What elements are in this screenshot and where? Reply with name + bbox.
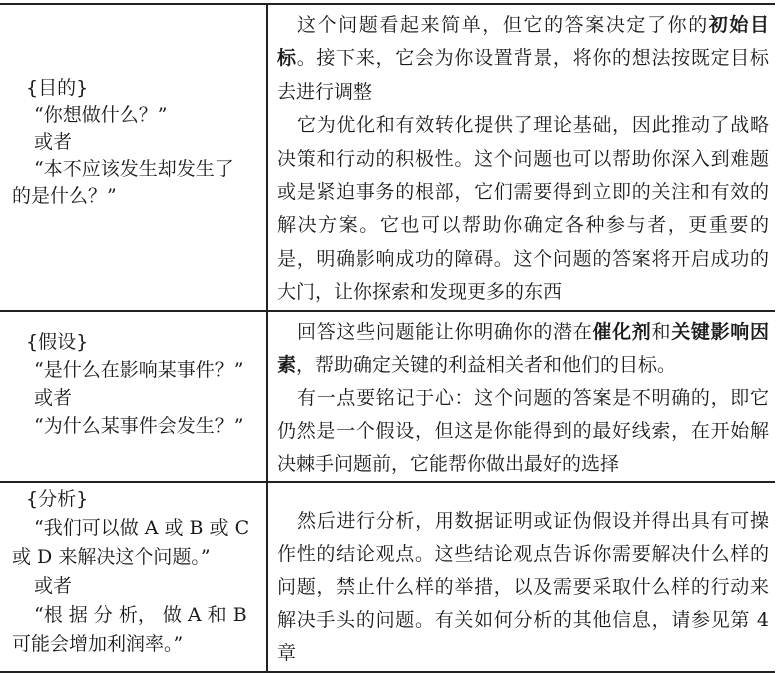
paragraph-text: 这个问题看起来简单，但它的答案决定了你的 <box>297 14 709 36</box>
paragraph <box>277 9 769 109</box>
table-row-analysis <box>0 482 775 672</box>
question-text: “本不应该发生却发生了 <box>34 158 234 180</box>
question-text: “我们可以做 A 或 B 或 C <box>34 516 250 539</box>
row-title: {分析} <box>26 487 89 510</box>
question-text: “为什么某事件会发生？” <box>34 414 244 437</box>
bold-term: 催化剂 <box>592 320 652 343</box>
question-text: “是什么在影响某事件？” <box>34 358 244 381</box>
bold-term: 初始目标 <box>277 14 769 70</box>
right-cell-analysis <box>268 483 775 670</box>
left-cell-hypothesis <box>0 312 266 440</box>
question-text: 或 D 来解决这个问题。” <box>12 545 211 568</box>
left-cell-purpose <box>0 5 266 210</box>
row-title: {目的} <box>26 77 89 99</box>
question-text: “你想做什么？” <box>34 104 168 126</box>
question-text: 的是什么？” <box>12 185 117 207</box>
table-row-hypothesis <box>0 311 775 482</box>
paragraph-text: 。接下来，它会为你设置背景，将你的想法按既定目标去进行调整 <box>277 47 769 103</box>
concept-table <box>0 3 775 673</box>
paragraph: 它为优化和有效转化提供了理论基础，因此推动了战略决策和行动的积极性。这个问题也可以帮助你深入到难题或是紧迫事务的根部，它们需要得到立即的关注和有效的解决方案。它也可以帮助你确定各种参与者，更重要的是，明确影响成功的障碍。这个问题的答案将开启成功的大门，让你探索和发现更多的东西 <box>277 114 769 304</box>
paragraph-text: ，帮助确定关键的利益相关者和他们的目标。 <box>296 353 677 376</box>
right-cell-hypothesis <box>268 312 775 481</box>
row-title: {假设} <box>26 330 89 353</box>
paragraph-text: 回答这些问题能让你明确你的潜在 <box>297 320 593 343</box>
or-text: 或者 <box>34 574 73 597</box>
left-cell-analysis <box>0 483 266 659</box>
right-cell-purpose <box>268 5 775 310</box>
paragraph: 有一点要铭记于心：这个问题的答案是不明确的，即它仍然是一个假设，但这是你能得到的最好线索，在开始解决棘手问题前，它能帮你做出最好的选择 <box>277 386 769 475</box>
table-row-purpose <box>0 4 775 311</box>
or-text: 或者 <box>34 131 73 153</box>
bold-term: 关键影响因素 <box>277 320 769 376</box>
paragraph: 然后进行分析，用数据证明或证伪假设并得出具有可操作性的结论观点。这些结论观点告诉你需要解决什么样的问题，禁止什么样的举措，以及需要采取什么样的行动来解决手头的问题。有关如何分析的其他信息，请参见第 4 章 <box>277 509 769 664</box>
question-text: 可能会增加利润率。” <box>12 632 184 655</box>
or-text: 或者 <box>34 386 73 409</box>
paragraph-text: 和 <box>651 320 672 343</box>
paragraph <box>277 316 769 382</box>
question-text: “根 据 分 析， 做 A 和 B <box>34 603 247 626</box>
